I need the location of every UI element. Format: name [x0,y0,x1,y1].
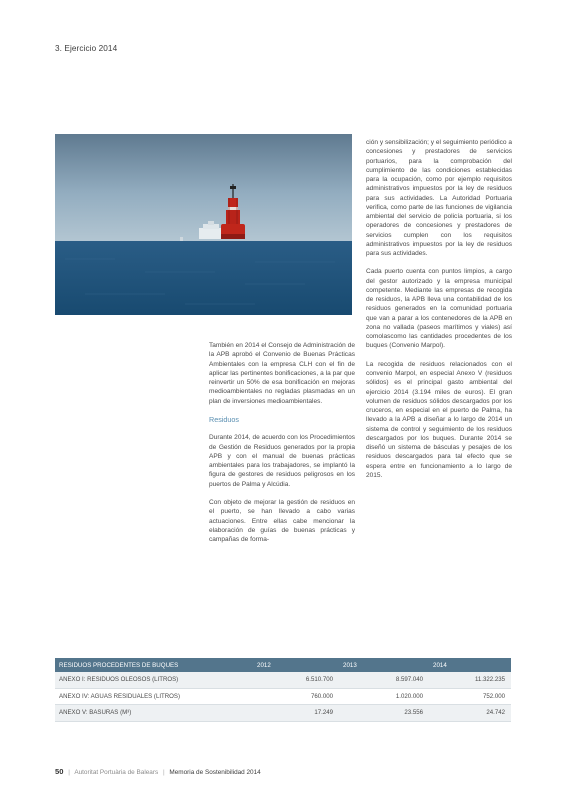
sea-buoy-photo [55,134,352,315]
left-text-column [209,341,355,554]
table-header-cell: 2013 [339,658,429,672]
table-cell: 1.020.000 [339,688,429,705]
paragraph: También en 2014 el Consejo de Administración de la APB aprobó el Convenio de Buenas Prácticas Ambientales con la empresa CLH con el fin de aplicar las pertinentes bonificaciones, a la par que reinvertir un 50% de esa bonificación en mejoras medioambientales no regladas plasmadas en un plan de inversiones medioambientales. [209,342,355,405]
table-cell: 6.510.700 [253,672,339,688]
footer-separator: | [162,769,165,776]
table-cell: 24.742 [429,705,511,722]
subheading-residuos: Residuos [209,414,239,424]
footer-organization: Autoritat Portuària de Balears [74,769,159,776]
table-header-cell: 2014 [429,658,511,672]
table-cell: 17.249 [253,705,339,722]
table-cell: 760.000 [253,688,339,705]
waste-table [55,658,511,722]
table-header-cell: RESIDUOS PROCEDENTES DE BUQUES [55,658,253,672]
footer-report-title: Memoria de Sostenibilidad 2014 [169,769,261,776]
table-row [55,672,511,688]
table-cell: 8.597.040 [339,672,429,688]
table-cell: 23.556 [339,705,429,722]
page-footer [55,767,261,776]
paragraph: La recogida de residuos relacionados con el convenio Marpol, en especial Anexo V (residuos sólidos) es el principal gasto ambiental del ejercicio 2014 (3.194 miles de euros). El gran volumen de residuos sólidos descargados por los cruceros, en especial en el puerto de Palma, ha llevado a la APB a diseñar a lo largo de 2014 un sistema de control y seguimiento de los residuos descargados por los buques. Durante 2014 se diseñó un sistema de básculas y pesajes de los residuos descargados para tal efecto que se espera entre en funcionamiento a lo largo de 2015. [366,360,512,479]
table-cell: ANEXO IV: AGUAS RESIDUALES (LITROS) [55,688,253,705]
paragraph: ción y sensibilización; y el seguimiento periódico a concesiones y prestadores de servicios portuarios, para la comprobación del cumplimiento de las condiciones establecidas para la ocupación, como por ejemplo requisitos administrativos impuestos por la ley de residuos para sus actividades. La Autoridad Portuaria verifica, como parte de las funciones de vigilancia ambiental del servicio de policía portuaria, si los operadores de concesiones y prestadores de servicios cumplen con los requisitos administrativos impuestos por la ley de residuos para sus actividades. [366,139,512,257]
paragraph: Cada puerto cuenta con puntos limpios, a cargo del gestor autorizado y la empresa municipal competente. Mediante las empresas de recogida de residuos, la APB lleva una contabilidad de los residuos generados en la comunidad portuaria que van a parar a los contenedores de la APB en zona no vallada (paseos marítimos y viales) así comolascomo las cantidades procedentes de los buques (Convenio Marpol). [366,268,512,350]
table-header-row [55,658,511,672]
footer-separator: | [68,769,70,776]
paragraph: Durante 2014, de acuerdo con los Procedimientos de Gestión de Residuos generados por la propia APB y con el manual de buenas prácticas ambientales para los trabajadores, se implantó la figura de gestores de residuos peligrosos en los puertos de Palma y Alcúdia. [209,434,355,488]
sea-buoy-illustration [55,134,352,315]
section-title: 3. Ejercicio 2014 [55,44,118,53]
table-cell: 752.000 [429,688,511,705]
page-number: 50 [55,767,64,776]
table-row [55,688,511,705]
table-cell: ANEXO V: BASURAS (M³) [55,705,253,722]
table-cell: 11.322.235 [429,672,511,688]
right-text-column [366,138,512,489]
table-header-cell: 2012 [253,658,339,672]
table-row [55,705,511,722]
table-cell: ANEXO I: RESIDUOS OLEOSOS (LITROS) [55,672,253,688]
paragraph: Con objeto de mejorar la gestión de residuos en el puerto, se han llevado a cabo varias actuaciones. Entre ellas cabe mencionar la elaboración de guías de buenas prácticas y campañas de forma- [209,499,355,544]
